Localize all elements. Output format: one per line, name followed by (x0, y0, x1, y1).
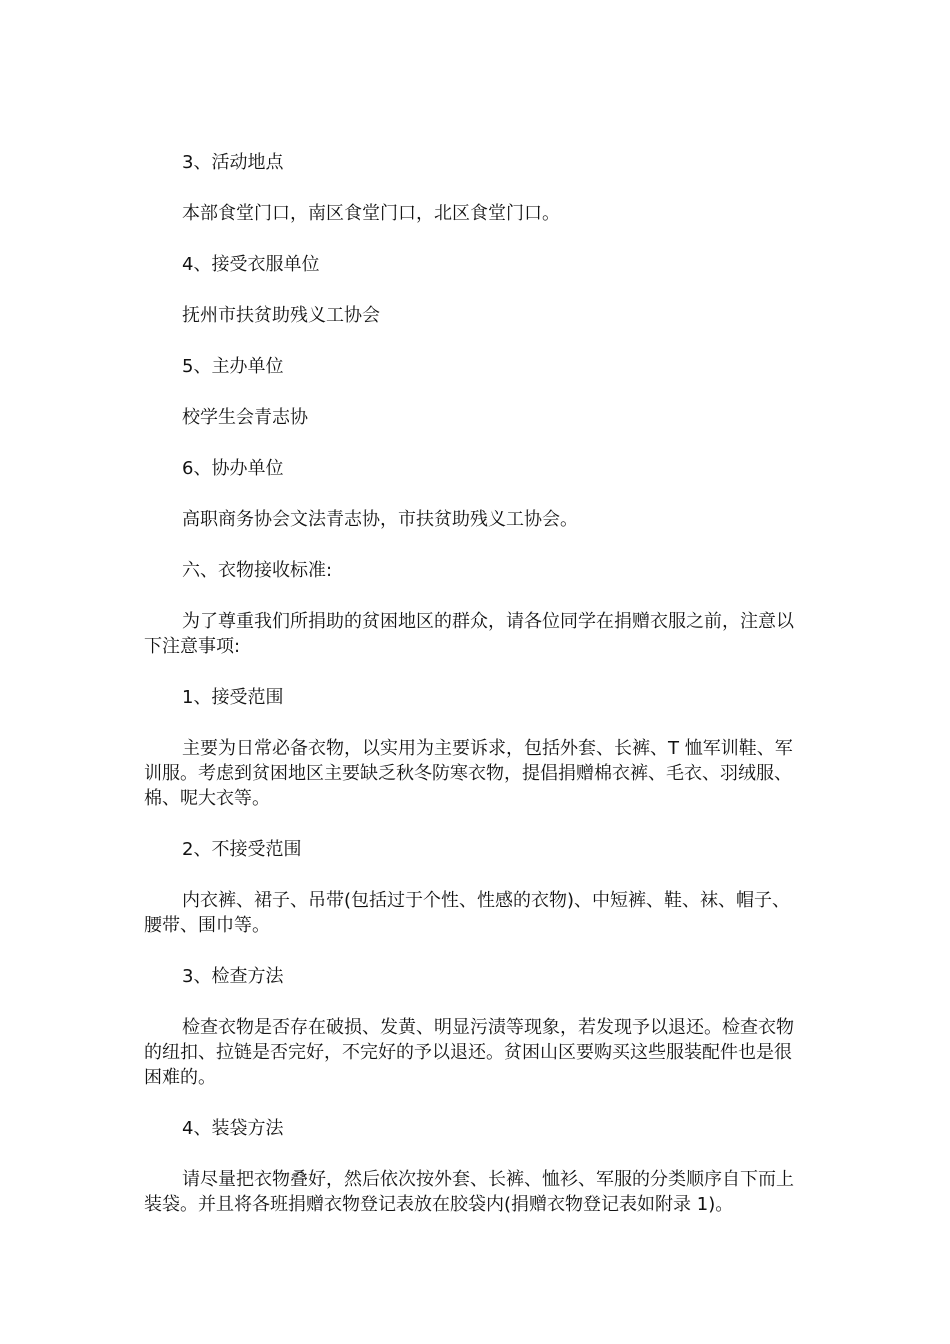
activity-location-text: 本部食堂门口，南区食堂门口，北区食堂门口。 (182, 203, 560, 224)
inspection-method-text: 检查衣物是否存在破损、发黄、明显污渍等现象，若发现予以退还。检查衣物的纽扣、拉链是否完好，不完好的予以退还。贫困山区要购买这些服装配件也是很困难的。 (144, 1017, 794, 1088)
receiving-unit-text: 抚州市扶贫助残义工协会 (182, 305, 380, 326)
document-body (144, 150, 806, 1217)
clothing-standard-intro: 为了尊重我们所捐助的贫困地区的群众，请各位同学在捐赠衣服之前，注意以下注意事项: (144, 611, 794, 657)
organizer-text: 校学生会青志协 (182, 407, 308, 428)
section-heading-organizer: 5、主办单位 (182, 356, 284, 377)
section-heading-receiving-unit: 4、接受衣服单位 (182, 254, 320, 275)
section-heading-not-accepted-scope: 2、不接受范围 (182, 839, 302, 860)
section-heading-co-organizer: 6、协办单位 (182, 458, 284, 479)
packing-method-text: 请尽量把衣物叠好，然后依次按外套、长裤、恤衫、军服的分类顺序自下而上装袋。并且将各班捐赠衣物登记表放在胶袋内(捐赠衣物登记表如附录 1)。 (144, 1169, 794, 1215)
co-organizer-text: 高职商务协会文法青志协，市扶贫助残义工协会。 (182, 509, 578, 530)
accepted-scope-text: 主要为日常必备衣物，以实用为主要诉求，包括外套、长裤、T 恤军训鞋、军训服。考虑到贫困地区主要缺乏秋冬防寒衣物，提倡捐赠棉衣裤、毛衣、羽绒服、棉、呢大衣等。 (144, 738, 793, 809)
not-accepted-scope-text: 内衣裤、裙子、吊带(包括过于个性、性感的衣物)、中短裤、鞋、袜、帽子、腰带、围巾等。 (144, 890, 791, 936)
section-heading-activity-location: 3、活动地点 (182, 152, 284, 173)
section-heading-clothing-standard: 六、衣物接收标准: (182, 560, 333, 581)
section-heading-accepted-scope: 1、接受范围 (182, 687, 284, 708)
section-heading-inspection-method: 3、检查方法 (182, 966, 284, 987)
section-heading-packing-method: 4、装袋方法 (182, 1118, 284, 1139)
